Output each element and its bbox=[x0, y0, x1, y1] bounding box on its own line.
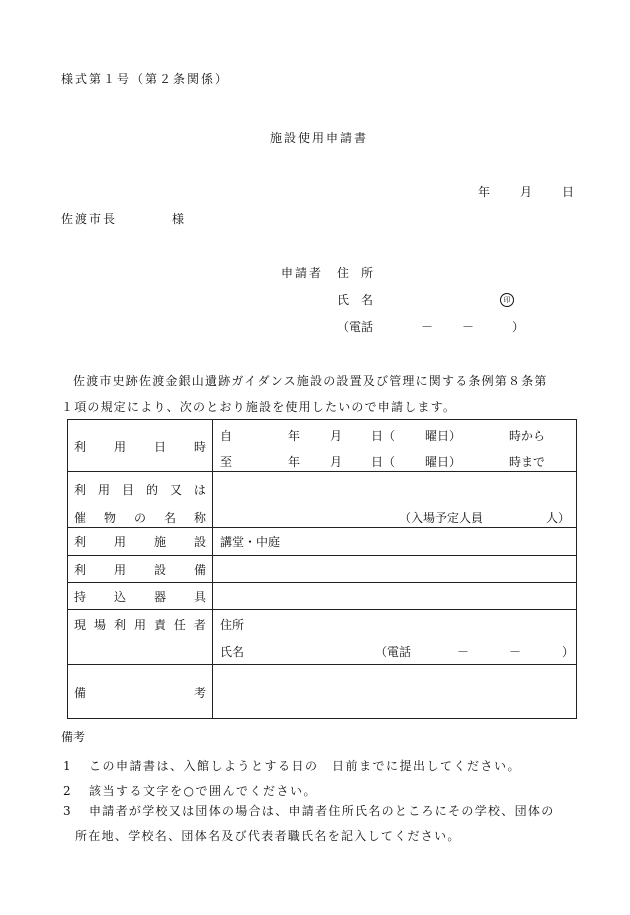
carry-in-label-cell bbox=[68, 583, 213, 610]
seal-mark-text: 印 bbox=[500, 293, 514, 307]
manager-address-label: 住所 bbox=[220, 618, 245, 632]
label-char: 利 bbox=[74, 563, 87, 577]
row-purpose bbox=[68, 472, 577, 528]
date-time-label bbox=[74, 441, 206, 453]
intro-line-1: 佐渡市史跡佐渡金銀山遺跡ガイダンス施設の設置及び管理に関する条例第８条第 bbox=[73, 374, 548, 388]
label-char: 用 bbox=[113, 563, 126, 577]
date-month-label: 月 bbox=[520, 185, 533, 199]
seal-mark-icon bbox=[500, 292, 514, 307]
equipment-label bbox=[74, 564, 206, 576]
to-month: 月 bbox=[330, 455, 343, 469]
remarks-label-cell bbox=[68, 665, 213, 719]
label-char: 利 bbox=[74, 535, 87, 549]
form-number: 様式第１号（第２条関係） bbox=[61, 72, 230, 86]
label-char: 用 bbox=[113, 440, 126, 454]
label-char: 用 bbox=[113, 535, 126, 549]
label-char: 責 bbox=[153, 618, 166, 632]
label-char: 利 bbox=[113, 618, 126, 632]
label-char: 催 bbox=[74, 511, 87, 525]
label-char: は bbox=[193, 483, 206, 497]
purpose-label-line-2 bbox=[74, 512, 206, 524]
from-month: 月 bbox=[330, 429, 343, 443]
manager-label bbox=[74, 619, 206, 631]
manager-label-cell bbox=[68, 610, 213, 665]
manager-phone-close: ） bbox=[562, 645, 575, 659]
note-3-text: 申請者が学校又は団体の場合は、申請者住所氏名のところにその学校、団体の bbox=[89, 804, 555, 818]
note-3-number: 3 bbox=[63, 804, 71, 818]
label-char: 利 bbox=[74, 483, 87, 497]
date-time-value-cell[interactable] bbox=[213, 420, 577, 472]
label-char: 備 bbox=[193, 563, 206, 577]
manager-phone-dash-1: － bbox=[457, 645, 470, 659]
label-char: 的 bbox=[145, 483, 158, 497]
application-table bbox=[67, 419, 577, 719]
label-char: 称 bbox=[193, 511, 206, 525]
label-char: 日 bbox=[153, 440, 166, 454]
carry-in-value-cell[interactable] bbox=[213, 583, 577, 610]
label-char: 設 bbox=[153, 563, 166, 577]
addressee: 佐渡市長 bbox=[61, 212, 118, 226]
to-year: 年 bbox=[288, 455, 301, 469]
manager-phone-dash-2: － bbox=[509, 645, 522, 659]
applicant-label: 申請者 bbox=[281, 266, 324, 280]
label-char: 又 bbox=[169, 483, 182, 497]
carry-in-label bbox=[74, 591, 206, 603]
equipment-label-cell bbox=[68, 556, 213, 583]
from-weekday: 曜日） bbox=[425, 429, 462, 443]
label-char: 現 bbox=[74, 618, 87, 632]
facility-value-cell[interactable] bbox=[213, 528, 577, 556]
equipment-value-cell[interactable] bbox=[213, 556, 577, 583]
to-weekday: 曜日） bbox=[425, 455, 462, 469]
row-remarks bbox=[68, 665, 577, 719]
from-prefix: 自 bbox=[220, 429, 233, 443]
label-char: 具 bbox=[193, 590, 206, 604]
from-time: 時から bbox=[509, 429, 546, 443]
manager-value-cell[interactable] bbox=[213, 610, 577, 665]
manager-name-label: 氏名 bbox=[220, 645, 245, 659]
row-carry-in bbox=[68, 583, 577, 610]
label-char: 用 bbox=[133, 618, 146, 632]
label-char: 込 bbox=[113, 590, 126, 604]
intro-line-2: １項の規定により、次のとおり施設を使用したいので申請します。 bbox=[61, 400, 457, 414]
label-char: 器 bbox=[153, 590, 166, 604]
manager-phone-open: （電話 bbox=[375, 645, 412, 659]
label-char: 名 bbox=[163, 511, 176, 525]
label-char: 任 bbox=[173, 618, 186, 632]
row-site-manager bbox=[68, 610, 577, 665]
date-day-label: 日 bbox=[562, 185, 575, 199]
label-char: 設 bbox=[193, 535, 206, 549]
label-char: 持 bbox=[74, 590, 87, 604]
attendees-unit: 人） bbox=[546, 511, 571, 525]
applicant-phone-open: （電話 bbox=[337, 320, 374, 334]
label-char: 備 bbox=[74, 686, 87, 700]
remarks-label bbox=[74, 687, 206, 699]
label-char: の bbox=[133, 511, 146, 525]
label-char: 時 bbox=[193, 440, 206, 454]
label-char: 物 bbox=[103, 511, 116, 525]
date-year-label: 年 bbox=[478, 185, 491, 199]
label-char: 目 bbox=[121, 483, 134, 497]
applicant-phone-dash-1: － bbox=[421, 320, 434, 334]
page-title: 施設使用申請書 bbox=[270, 131, 369, 145]
row-equipment bbox=[68, 556, 577, 583]
row-date-time bbox=[68, 420, 577, 472]
row-facility bbox=[68, 528, 577, 556]
note-1-text: この申請書は、入館しようとする日の 日前までに提出してください。 bbox=[89, 759, 522, 773]
to-day: 日（ bbox=[371, 455, 396, 469]
facility-label-cell bbox=[68, 528, 213, 556]
notes-heading: 備考 bbox=[61, 730, 86, 744]
facility-value: 講堂・中庭 bbox=[220, 535, 281, 549]
applicant-address-label: 住 所 bbox=[337, 266, 374, 280]
purpose-label-cell bbox=[68, 472, 213, 528]
purpose-value-cell[interactable] bbox=[213, 472, 577, 528]
label-char: 利 bbox=[74, 440, 87, 454]
remarks-value-cell[interactable] bbox=[213, 665, 577, 719]
to-prefix: 至 bbox=[220, 455, 233, 469]
label-char: 用 bbox=[97, 483, 110, 497]
label-char: 考 bbox=[193, 686, 206, 700]
applicant-phone-dash-2: － bbox=[462, 320, 475, 334]
to-time: 時まで bbox=[509, 455, 546, 469]
addressee-honorific: 様 bbox=[172, 212, 185, 226]
from-year: 年 bbox=[288, 429, 301, 443]
note-2-text: 該当する文字を○で囲んでください。 bbox=[89, 784, 317, 798]
date-time-label-cell bbox=[68, 420, 213, 472]
label-char: 施 bbox=[153, 535, 166, 549]
from-day: 日（ bbox=[371, 429, 396, 443]
applicant-name-label: 氏 名 bbox=[337, 293, 374, 307]
label-char: 場 bbox=[93, 618, 106, 632]
note-3-continued: 所在地、学校名、団体名及び代表者職氏名を記入してください。 bbox=[75, 829, 461, 843]
facility-label bbox=[74, 536, 206, 548]
note-1-number: 1 bbox=[63, 759, 71, 773]
applicant-phone-close: ） bbox=[512, 320, 525, 334]
purpose-label-line-1 bbox=[74, 484, 206, 496]
label-char: 者 bbox=[193, 618, 206, 632]
note-2-number: 2 bbox=[63, 784, 71, 798]
expected-attendees-label: （入場予定人員 bbox=[399, 511, 484, 525]
